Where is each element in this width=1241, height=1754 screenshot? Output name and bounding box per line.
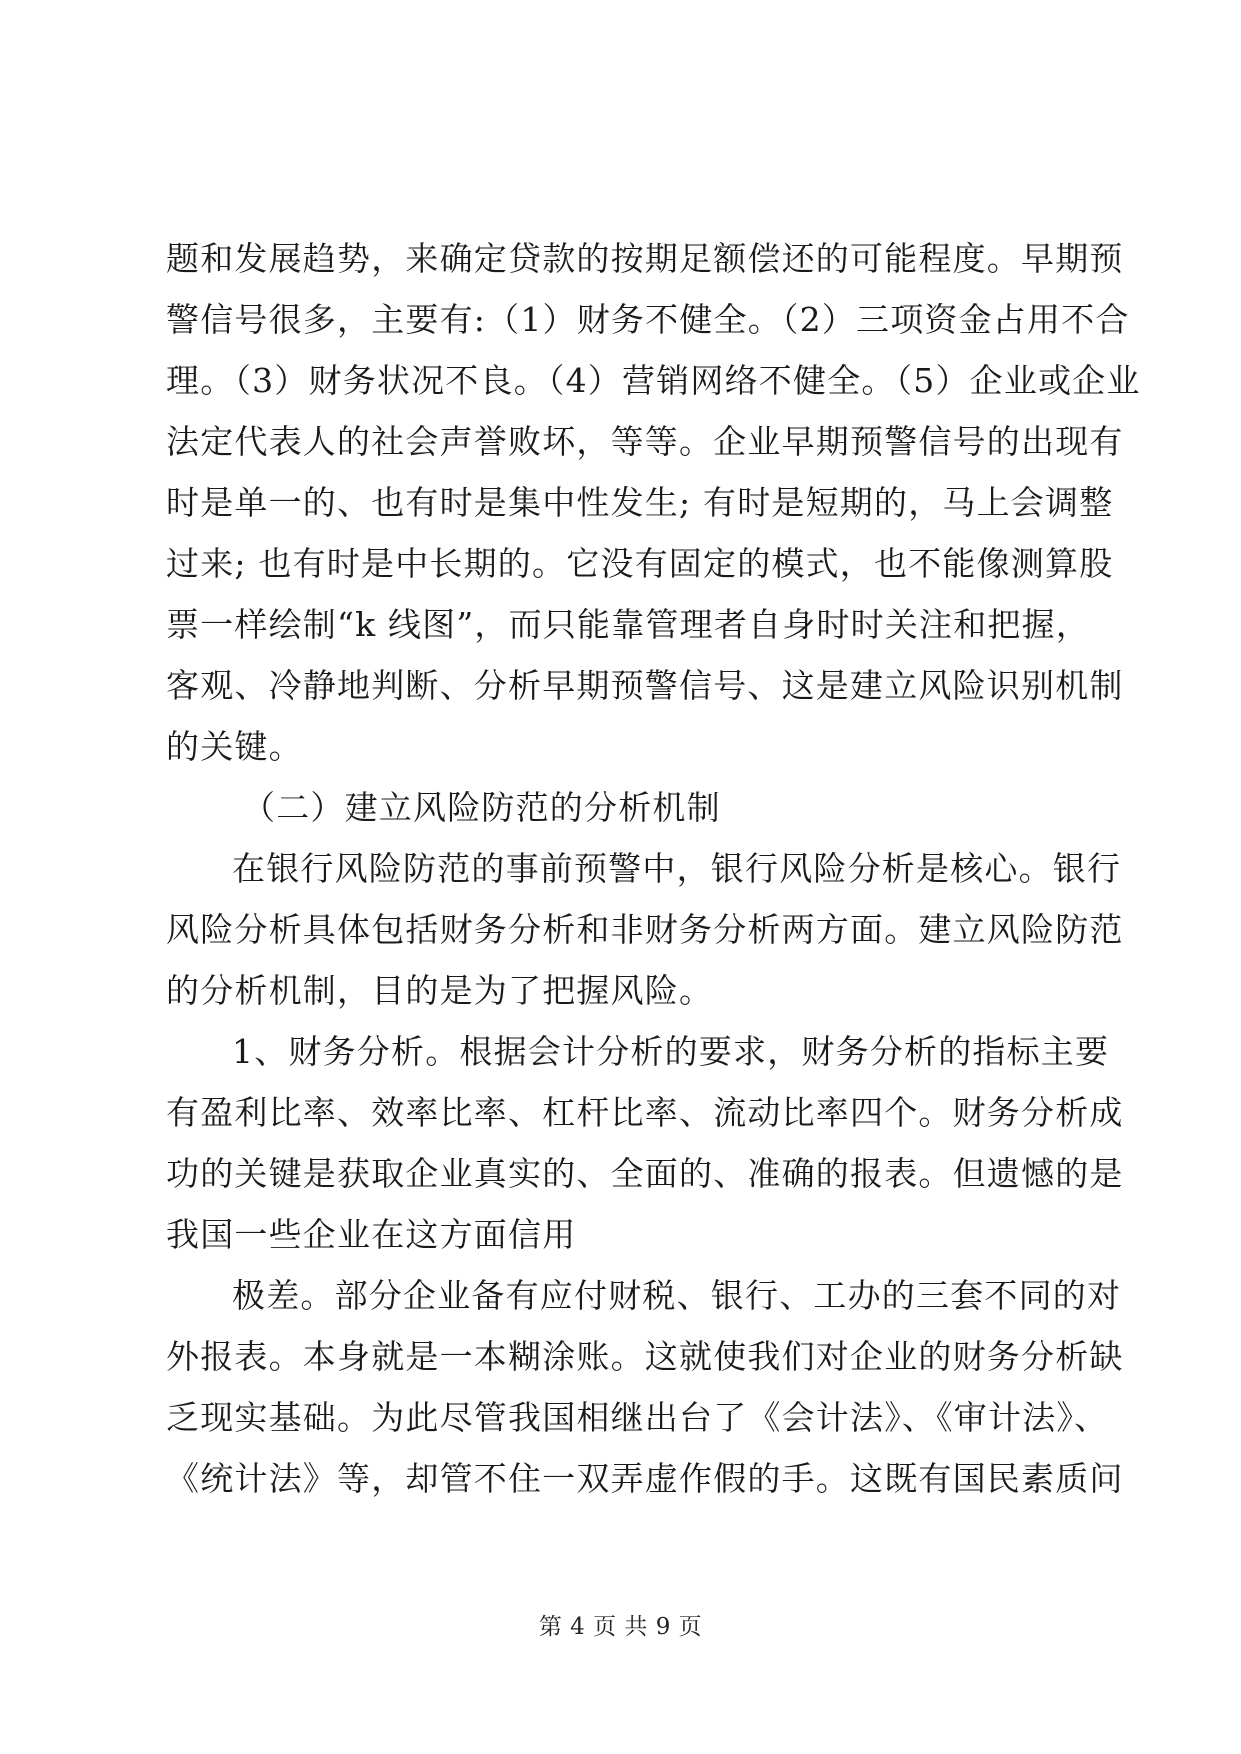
text-line: 风险分析具体包括财务分析和非财务分析两方面。建立风险防范 [166,910,1124,949]
text-line: 警信号很多，主要有:（1）财务不健全。（2）三项资金占用不合 [166,300,1130,339]
text-line: 客观、冷静地判断、分析早期预警信号、这是建立风险识别机制 [166,666,1124,705]
text-line: 我国一些企业在这方面信用 [166,1215,577,1254]
text-line: 票一样绘制“k 线图”，而只能靠管理者自身时时关注和把握， [166,605,1091,644]
text-line: 乏现实基础。为此尽管我国相继出台了《会计法》、《审计法》、 [166,1398,1109,1437]
text-line: 有盈利比率、效率比率、杠杆比率、流动比率四个。财务分析成 [166,1093,1124,1132]
text-line: 1、财务分析。根据会计分析的要求，财务分析的指标主要 [232,1032,1110,1071]
text-line: 极差。部分企业备有应付财税、银行、工办的三套不同的对 [232,1276,1122,1315]
text-line: 理。（3）财务状况不良。（4）营销网络不健全。（5）企业或企业 [166,361,1141,400]
text-line: 的关键。 [166,727,303,766]
text-line: 外报表。本身就是一本糊涂账。这就使我们对企业的财务分析缺 [166,1337,1124,1376]
text-line: 过来; 也有时是中长期的。它没有固定的模式，也不能像测算股 [166,544,1114,583]
text-line: 法定代表人的社会声誉败坏，等等。企业早期预警信号的出现有 [166,422,1124,461]
section-heading: （二）建立风险防范的分析机制 [242,788,721,827]
page-number-footer: 第 4 页 共 9 页 [538,1614,703,1640]
text-line: 功的关键是获取企业真实的、全面的、准确的报表。但遗憾的是 [166,1154,1124,1193]
text-line: 题和发展趋势，来确定贷款的按期足额偿还的可能程度。早期预 [166,239,1124,278]
text-line: 时是单一的、也有时是集中性发生; 有时是短期的，马上会调整 [166,483,1114,522]
text-line: 的分析机制，目的是为了把握风险。 [166,971,714,1010]
document-body [166,228,1141,1509]
text-line: 在银行风险防范的事前预警中，银行风险分析是核心。银行 [232,849,1122,888]
text-line: 《统计法》等，却管不住一双弄虚作假的手。这既有国民素质问 [166,1459,1124,1498]
